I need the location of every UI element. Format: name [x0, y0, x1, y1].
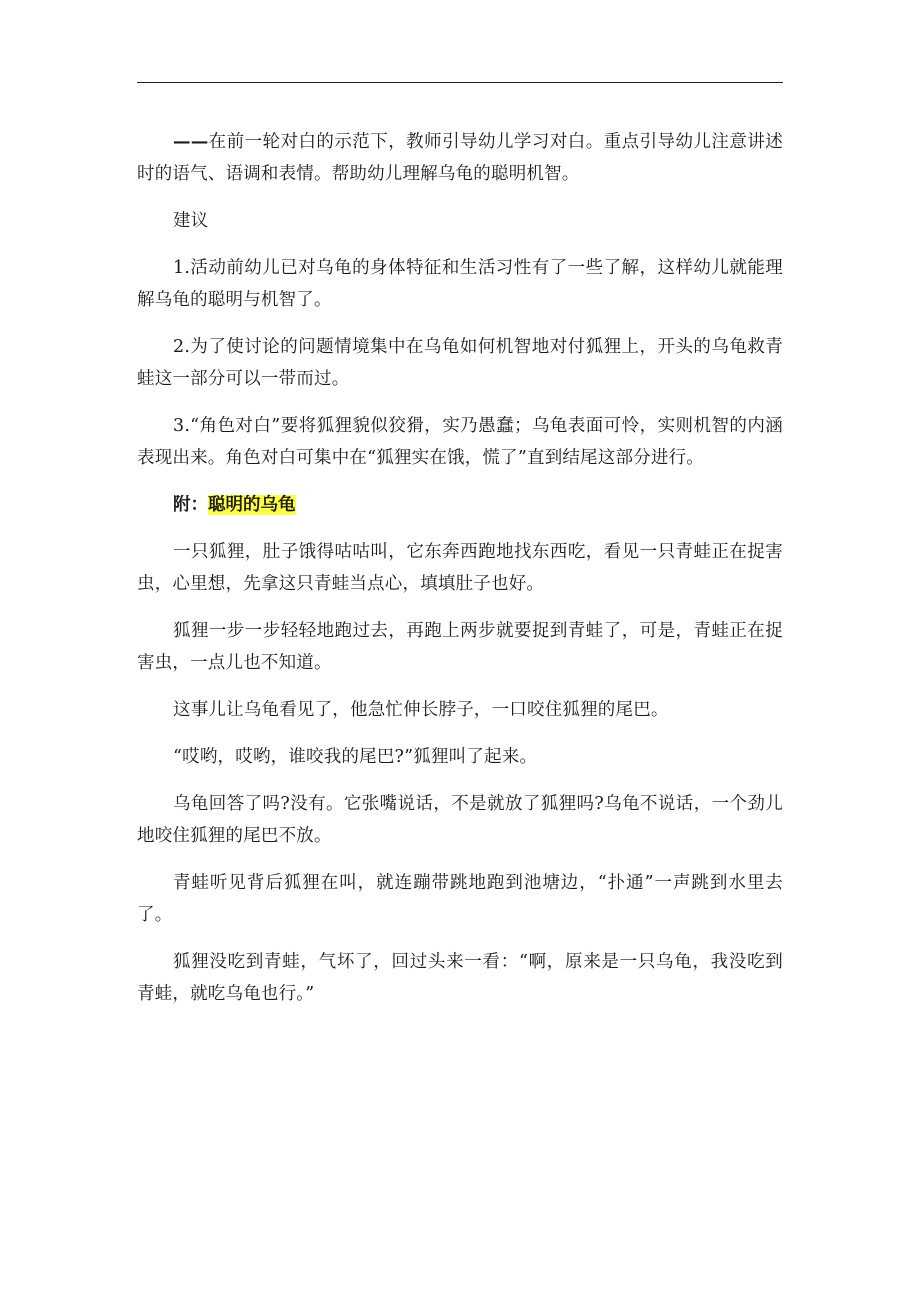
- paragraph-suggestion-2: 2.为了使讨论的问题情境集中在乌龟如何机智地对付狐狸上，开头的乌龟救青蛙这一部分可以一带而过。: [137, 337, 783, 389]
- paragraph-suggestions-heading: 建议: [173, 211, 209, 231]
- story-paragraph-4: “哎哟，哎哟，谁咬我的尾巴?”狐狸叫了起来。: [173, 747, 538, 767]
- story-paragraph-1: 一只狐狸，肚子饿得咕咕叫，它东奔西跑地找东西吃，看见一只青蛙正在捉害虫，心里想，先拿这只青蛙当点心，填填肚子也好。: [137, 542, 783, 594]
- story-paragraph-5: 乌龟回答了吗?没有。它张嘴说话，不是就放了狐狸吗?乌龟不说话，一个劲儿地咬住狐狸的尾巴不放。: [137, 794, 783, 846]
- story-paragraph-3: 这事儿让乌龟看见了，他急忙伸长脖子，一口咬住狐狸的尾巴。: [173, 700, 669, 720]
- story-paragraph-2: 狐狸一步一步轻轻地跑过去，再跑上两步就要捉到青蛙了，可是，青蛙正在捉害虫，一点儿也不知道。: [137, 621, 783, 673]
- story-paragraph-6: 青蛙听见背后狐狸在叫，就连蹦带跳地跑到池塘边，“扑通”一声跳到水里去了。: [137, 873, 783, 925]
- appendix-title-highlight: 聪明的乌龟: [208, 495, 296, 515]
- story-paragraph-7: 狐狸没吃到青蛙，气坏了，回过头来一看：“啊，原来是一只乌龟，我没吃到青蛙，就吃乌龟也行。”: [137, 952, 783, 1004]
- paragraph-suggestion-3: 3.“角色对白”要将狐狸貌似狡猾，实乃愚蠢；乌龟表面可怜，实则机智的内涵表现出来。角色对白可集中在“狐狸实在饿，慌了”直到结尾这部分进行。: [137, 416, 783, 468]
- paragraph-suggestion-1: 1.活动前幼儿已对乌龟的身体特征和生活习性有了一些了解，这样幼儿就能理解乌龟的聪明与机智了。: [137, 258, 783, 310]
- appendix-heading: 附：聪明的乌龟: [173, 495, 296, 515]
- paragraph-dialogue-guidance: ——在前一轮对白的示范下，教师引导幼儿学习对白。重点引导幼儿注意讲述时的语气、语调和表情。帮助幼儿理解乌龟的聪明机智。: [137, 132, 783, 184]
- document-body: [137, 126, 783, 1025]
- header-rule: [137, 82, 783, 83]
